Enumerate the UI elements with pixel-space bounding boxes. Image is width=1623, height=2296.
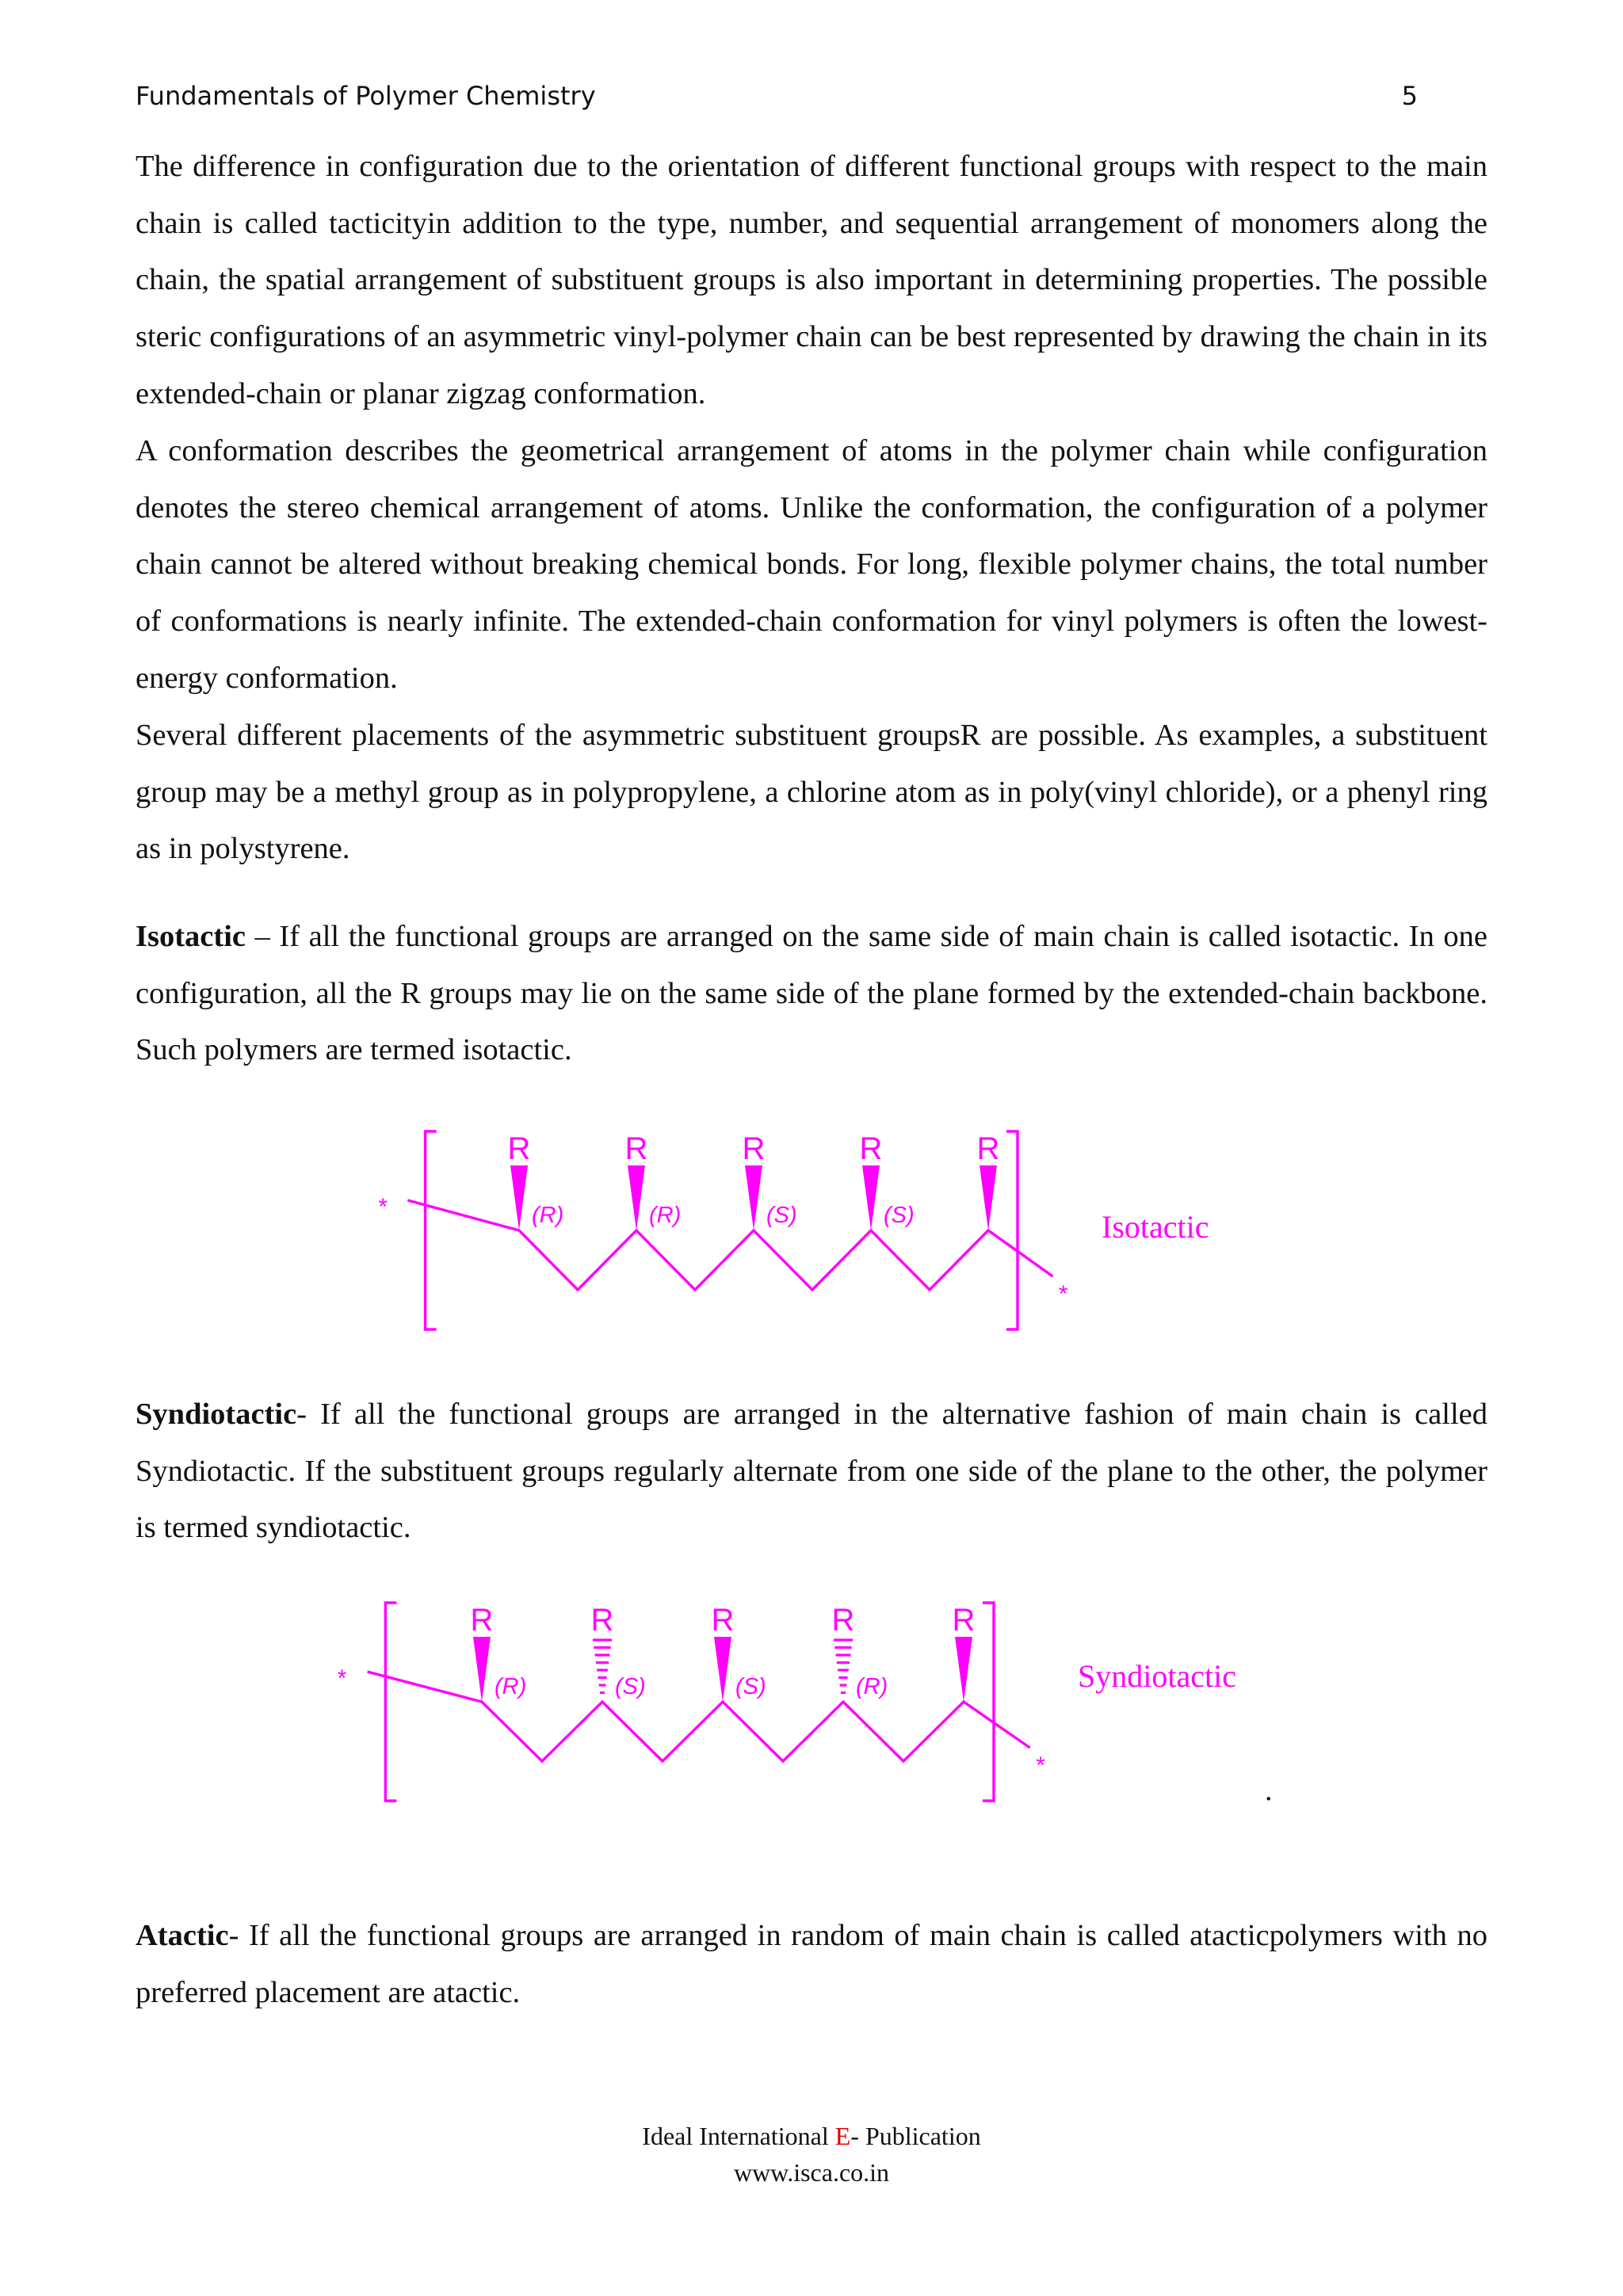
syndiotactic-hashed-bond: [834, 1640, 853, 1693]
stray-period: .: [1265, 1774, 1273, 1807]
syndiotactic-definition: - If all the functional groups are arranged in the alternative fashion of main chain is called Syndiotactic. If the substituent groups regularly alternate from one side of the plane to the other, the polymer is termed syndiotactic.: [136, 1398, 1487, 1545]
isotactic-wedge-bond: [980, 1165, 997, 1230]
isotactic-structure: [378, 1117, 1260, 1347]
syndiotactic-wedge-bond: [955, 1637, 972, 1702]
isotactic-wedge-bond: [510, 1165, 528, 1230]
syndiotactic-structure: [337, 1589, 1300, 1826]
isotactic-stereo-descriptor: (S): [884, 1203, 915, 1228]
isotactic-definition: – If all the functional groups are arranged on the same side of main chain is called isotactic. In one configuration, all the R groups may lie on the same side of the plane formed by the extended-chain backbone. Such polymers are termed isotactic.: [136, 920, 1487, 1067]
isotactic-r-group-label: R: [976, 1131, 1000, 1166]
footer-publisher: [0, 2122, 1623, 2151]
isotactic-wedge-bond: [745, 1165, 762, 1230]
syndiotactic-structure-drawing: [337, 1589, 1300, 1826]
footer-website[interactable]: www.isca.co.in: [733, 2158, 890, 2187]
syndiotactic-term: Syndiotactic: [136, 1398, 297, 1431]
isotactic-right-bracket: [1006, 1131, 1018, 1329]
paragraph-tacticity: The difference in configuration due to the orientation of different functional groups with respect to the main chain is called tacticityin addition to the type, number, and sequential arrangement of monomers along the chain, the spatial arrangement of substituent groups is also important in determining properties. The possible steric configurations of an asymmetric vinyl-polymer chain can be best represented by drawing the chain in its extended-chain or planar zigzag conformation.: [136, 150, 1487, 410]
isotactic-r-group-label: R: [742, 1131, 766, 1166]
syndiotactic-r-group-label: R: [952, 1603, 976, 1638]
book-title: Fundamentals of Polymer Chemistry: [136, 81, 596, 111]
atactic-definition: - If all the functional groups are arranged in random of main chain is called atacticpolymers with no preferred placement are atactic.: [136, 1919, 1487, 2009]
paragraph-substituents: Several different placements of the asymmetric substituent groupsR are possible. As examples, a substituent group may be a methyl group as in polypropylene, a chlorine atom as in poly(vinyl chloride), or a phenyl ring as in polystyrene.: [136, 719, 1487, 866]
paragraph-conformation: A conformation describes the geometrical arrangement of atoms in the polymer chain while configuration denotes the stereo chemical arrangement of atoms. Unlike the conformation, the configuration of a polymer chain cannot be altered without breaking chemical bonds. For long, flexible polymer chains, the total number of conformations is nearly infinite. The extended-chain conformation for vinyl polymers is often the lowest-energy conformation.: [136, 434, 1487, 695]
isotactic-term: Isotactic: [136, 920, 246, 953]
paragraph-syndiotactic: [136, 1386, 1487, 1557]
isotactic-left-bracket: [426, 1131, 437, 1329]
isotactic-end-group-left: *: [378, 1194, 388, 1220]
isotactic-r-group-label: R: [507, 1131, 531, 1166]
isotactic-r-group-label: R: [859, 1131, 883, 1166]
isotactic-stereo-descriptor: (R): [532, 1203, 564, 1228]
syndiotactic-right-bracket: [983, 1603, 994, 1801]
atactic-term: Atactic: [136, 1919, 229, 1952]
footer-publisher-accent: E: [834, 2122, 851, 2150]
syndiotactic-stereo-descriptor: (R): [856, 1674, 888, 1699]
isotactic-wedge-bond: [628, 1165, 645, 1230]
syndiotactic-stereo-descriptor: (S): [615, 1674, 646, 1699]
syndiotactic-wedge-bond: [473, 1637, 491, 1702]
syndiotactic-end-group-left: *: [337, 1665, 347, 1691]
syndiotactic-r-group-label: R: [831, 1603, 855, 1638]
syndiotactic-r-group-label: R: [711, 1603, 735, 1638]
syndiotactic-end-group-right: *: [1036, 1753, 1045, 1779]
syndiotactic-stereo-descriptor: (S): [735, 1674, 766, 1699]
isotactic-backbone-bond: [407, 1200, 1052, 1290]
syndiotactic-figure-label: Syndiotactic: [1078, 1658, 1236, 1694]
footer-publisher-suffix: - Publication: [850, 2122, 981, 2150]
syndiotactic-hashed-bond: [593, 1640, 612, 1693]
isotactic-r-group-label: R: [624, 1131, 648, 1166]
paragraph-atactic: [136, 1908, 1487, 2021]
syndiotactic-stereo-descriptor: (R): [495, 1674, 527, 1699]
isotactic-structure-drawing: [378, 1117, 1260, 1347]
syndiotactic-left-bracket: [385, 1603, 396, 1801]
syndiotactic-r-group-label: R: [590, 1603, 614, 1638]
syndiotactic-wedge-bond: [714, 1637, 731, 1702]
page-number: 5: [1401, 81, 1418, 111]
paragraph-isotactic: [136, 909, 1487, 1079]
running-head: [136, 81, 1418, 111]
isotactic-stereo-descriptor: (R): [649, 1203, 682, 1228]
isotactic-wedge-bond: [862, 1165, 880, 1230]
syndiotactic-backbone-bond: [368, 1672, 1030, 1761]
isotactic-figure-label: Isotactic: [1102, 1209, 1209, 1245]
syndiotactic-r-group-label: R: [470, 1603, 494, 1638]
isotactic-end-group-right: *: [1058, 1281, 1068, 1307]
isotactic-stereo-descriptor: (S): [766, 1203, 797, 1228]
footer-publisher-prefix: Ideal International: [642, 2122, 835, 2150]
